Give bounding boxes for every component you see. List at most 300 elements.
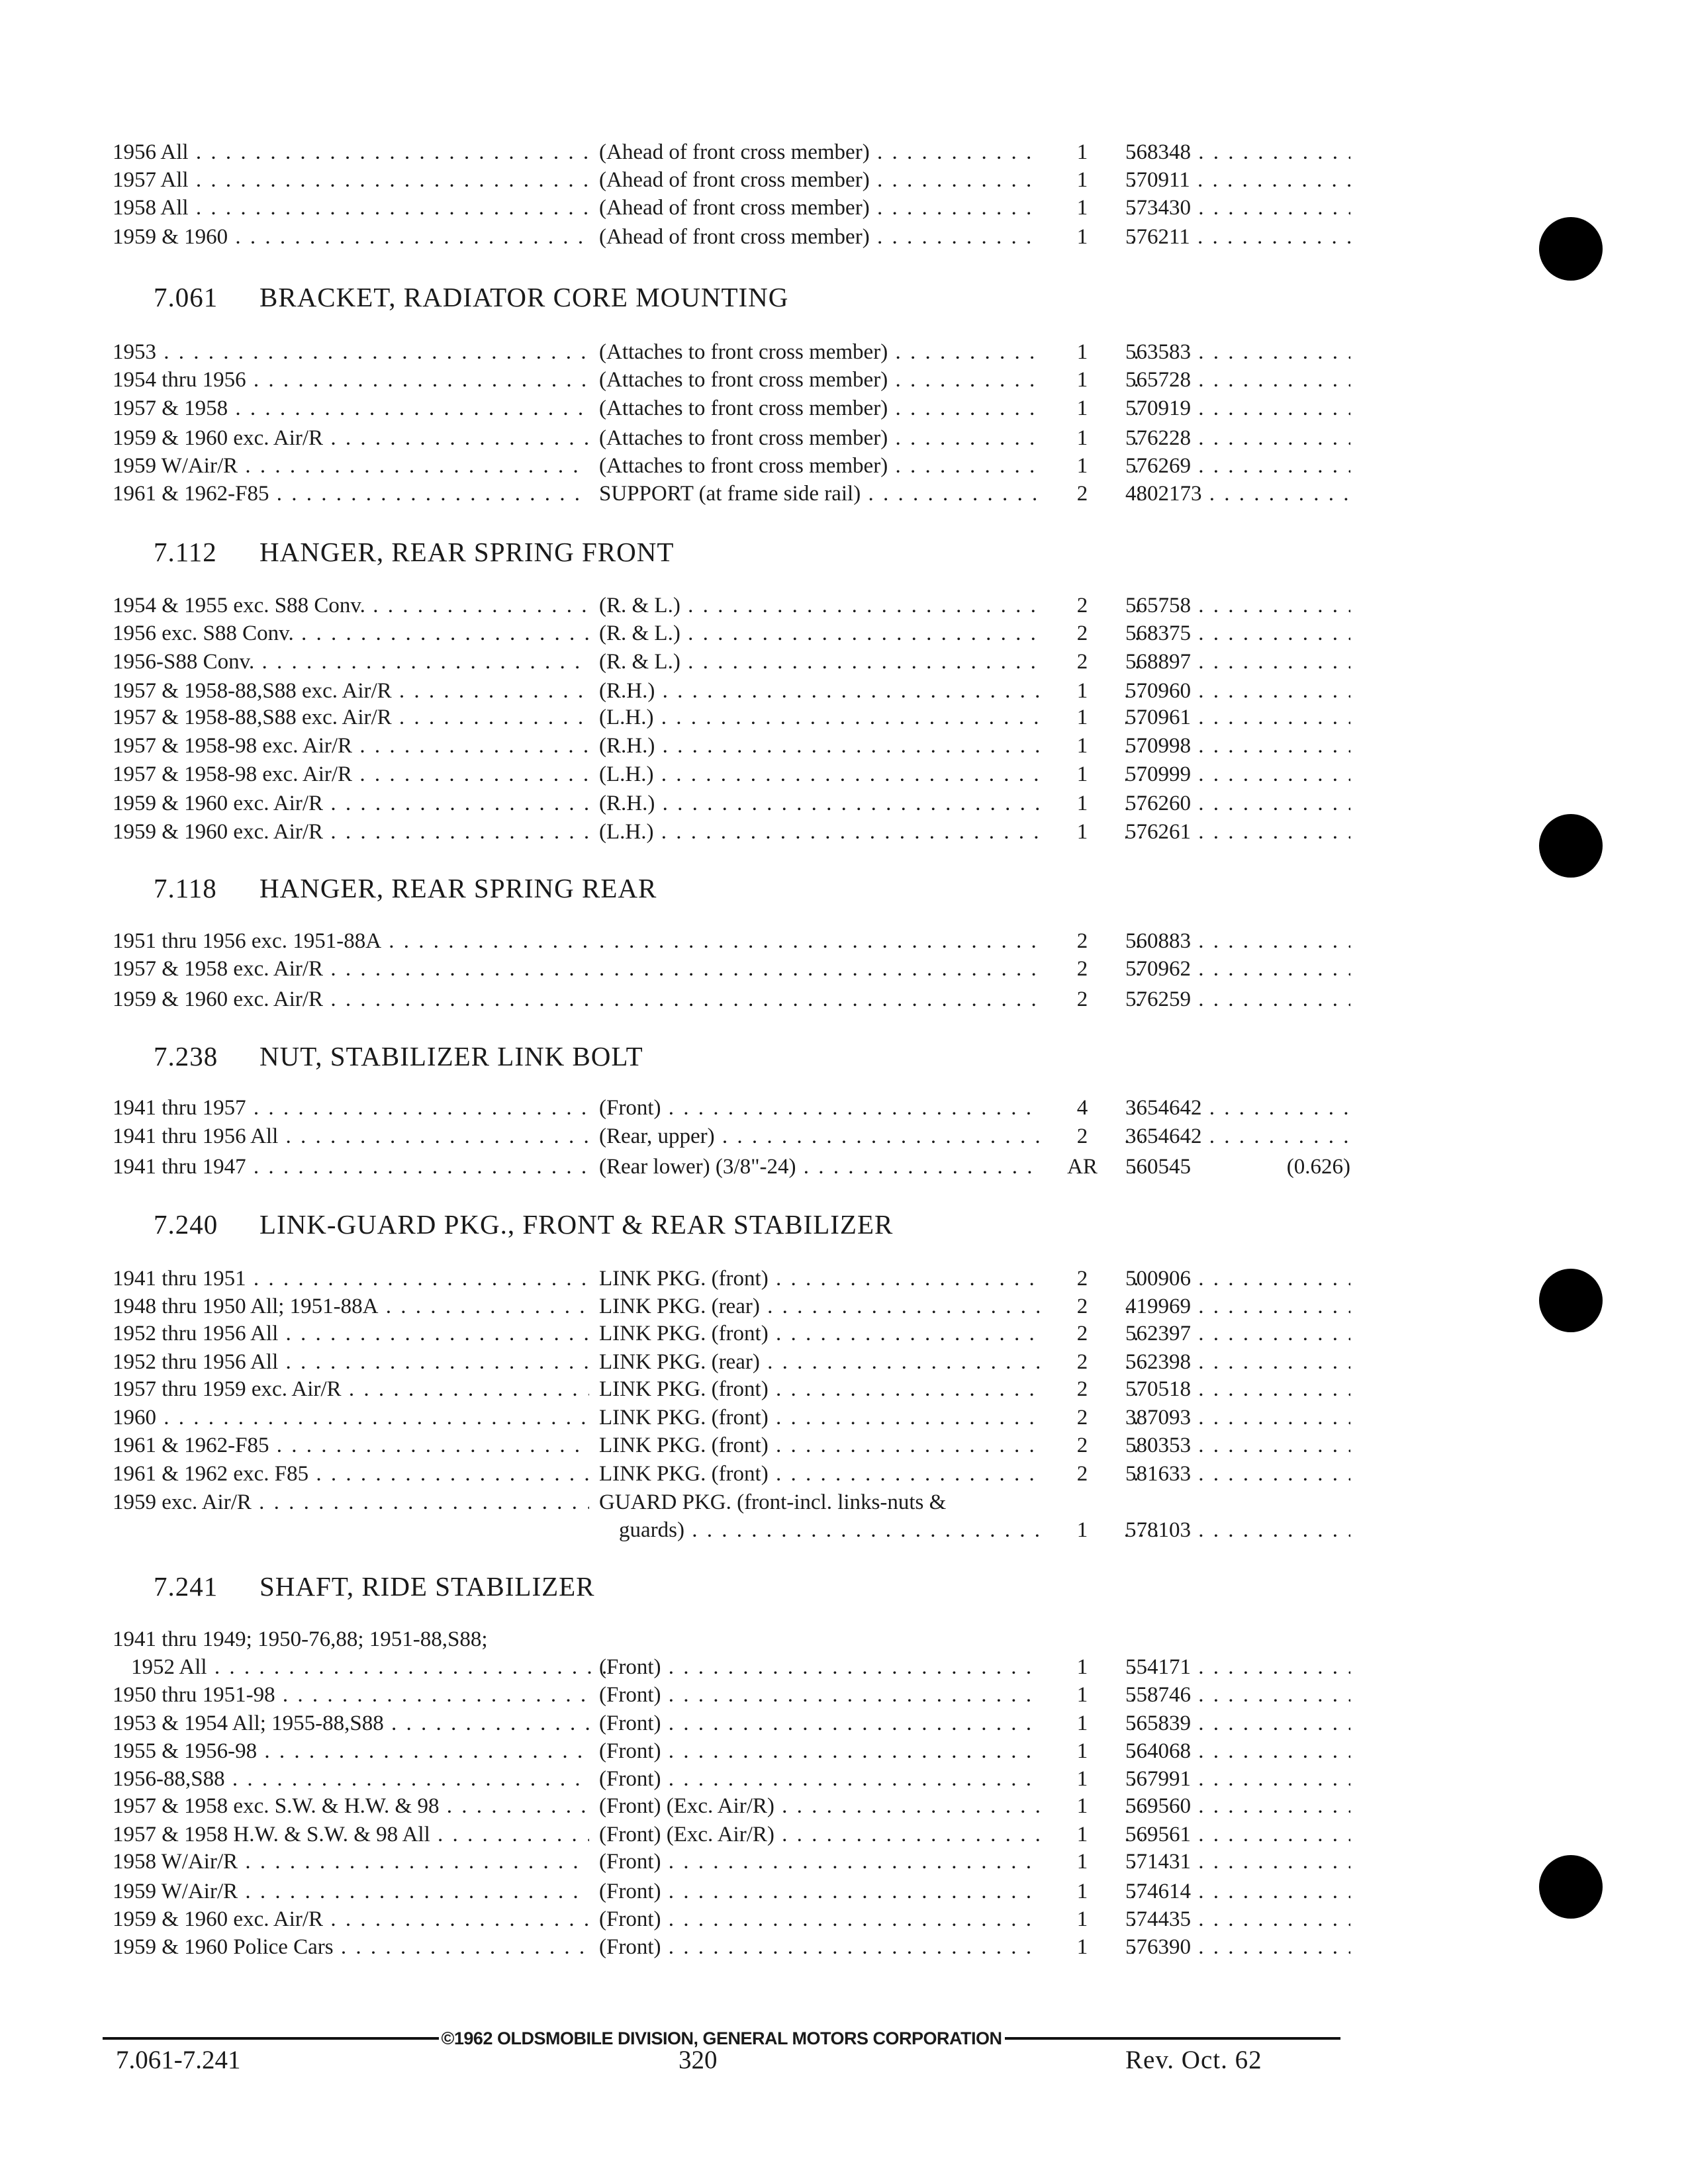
table-row	[113, 1292, 1350, 1321]
model-cell: 1960 . . .	[113, 1403, 589, 1432]
part-number: 500906	[1125, 1267, 1191, 1291]
description-cell: (Front) . . .	[599, 1709, 1142, 1738]
part-number-cell	[1125, 647, 1350, 676]
table-row	[113, 647, 1350, 676]
part-number: 562397	[1125, 1322, 1191, 1345]
description-cell: (Ahead of front cross member) . . .	[599, 222, 1142, 251]
section-title: LINK-GUARD PKG., FRONT & REAR STABILIZER	[259, 1209, 894, 1240]
model-cell: 1957 & 1958-98 exc. Air/R . . .	[113, 731, 589, 760]
revision-date: Rev. Oct. 62	[1125, 2046, 1262, 2074]
table-row	[113, 731, 1350, 760]
description-cell: (L.H.) . . .	[599, 760, 1142, 789]
quantity-cell: 2	[1039, 927, 1125, 956]
part-number: 565758	[1125, 594, 1191, 617]
model-cell: 1953 & 1954 All; 1955-88,S88 . . .	[113, 1709, 589, 1738]
part-number-cell	[1125, 1264, 1350, 1293]
part-number: 570960	[1125, 679, 1191, 703]
section-number: 7.118	[154, 873, 217, 903]
part-number: 568348	[1125, 140, 1191, 164]
part-number: 419969	[1125, 1295, 1191, 1318]
table-row	[113, 760, 1350, 789]
section-number: 7.238	[154, 1041, 218, 1071]
description-cell: (Front) . . .	[599, 1737, 1142, 1766]
section-title: HANGER, REAR SPRING REAR	[259, 873, 657, 903]
part-number: 564068	[1125, 1739, 1191, 1763]
table-row	[113, 1122, 1350, 1151]
quantity-cell: 1	[1039, 731, 1125, 760]
model-cell: 1956-88,S88 . . .	[113, 1764, 589, 1794]
part-number-cell	[1125, 731, 1350, 760]
table-row	[113, 1737, 1350, 1766]
table-row	[113, 165, 1350, 195]
model-cell: 1956-S88 Conv. . . .	[113, 647, 589, 676]
section-number: 7.240	[154, 1209, 218, 1240]
description-cell: (Front) . . .	[599, 1877, 1142, 1906]
table-row	[113, 1093, 1350, 1122]
binder-hole-mark	[1539, 1855, 1603, 1919]
section-number: 7.061	[154, 282, 218, 312]
part-number-cell	[1125, 985, 1350, 1014]
section-heading	[154, 536, 674, 568]
description-cell: LINK PKG. (front) . . .	[599, 1431, 1142, 1460]
table-row	[113, 1403, 1350, 1432]
model-cell: 1952 thru 1956 All . . .	[113, 1319, 589, 1348]
description-cell: (Front) (Exc. Air/R) . . .	[599, 1820, 1142, 1849]
part-number-cell	[1125, 1764, 1350, 1794]
description-cell: (Attaches to front cross member) . . .	[599, 424, 1142, 453]
part-number: 576211	[1125, 225, 1190, 249]
part-number: 574614	[1125, 1880, 1191, 1903]
part-number-cell	[1125, 1847, 1350, 1876]
model-cell: 1957 All . . .	[113, 165, 589, 195]
quantity-cell: 1	[1039, 1516, 1125, 1545]
table-row	[113, 591, 1350, 620]
quantity-cell: 1	[1039, 1709, 1125, 1738]
quantity-cell: 1	[1039, 165, 1125, 195]
table-row	[113, 338, 1350, 367]
part-number-cell	[1125, 1319, 1350, 1348]
description-cell: (Attaches to front cross member) . . .	[599, 365, 1142, 394]
part-number: 4802173	[1125, 482, 1202, 506]
table-row	[113, 1152, 1350, 1181]
part-number: 576259	[1125, 987, 1191, 1011]
table-row	[113, 1764, 1350, 1794]
table-row	[113, 1625, 1350, 1654]
quantity-cell: 1	[1039, 1933, 1125, 1962]
section-heading	[154, 872, 657, 904]
quantity-cell: 1	[1039, 1820, 1125, 1849]
part-number-cell	[1125, 1431, 1350, 1460]
quantity-cell: 2	[1039, 1347, 1125, 1377]
description-cell: (Front) (Exc. Air/R) . . .	[599, 1792, 1142, 1821]
table-row	[113, 985, 1350, 1014]
section-title: SHAFT, RIDE STABILIZER	[259, 1571, 595, 1602]
model-cell: 1959 & 1960 exc. Air/R . . .	[113, 1905, 589, 1934]
model-cell: 1956 exc. S88 Conv. . . .	[113, 619, 589, 648]
table-row	[113, 1516, 1350, 1545]
table-row	[113, 1653, 1350, 1682]
table-row	[113, 365, 1350, 394]
section-heading	[154, 1040, 643, 1072]
table-row	[113, 1375, 1350, 1404]
table-row	[113, 789, 1350, 818]
table-row	[113, 1488, 1350, 1517]
part-number: 570998	[1125, 734, 1191, 758]
section-heading	[154, 281, 788, 313]
table-row	[113, 222, 1350, 251]
quantity-cell: 1	[1039, 817, 1125, 846]
part-number-cell	[1125, 1403, 1350, 1432]
part-number: 570518	[1125, 1377, 1191, 1401]
part-number: 3654642	[1125, 1124, 1202, 1148]
part-number: 571431	[1125, 1850, 1191, 1874]
part-number-cell	[1125, 365, 1350, 394]
description-cell: (Ahead of front cross member) . . .	[599, 193, 1142, 222]
quantity-cell: 1	[1039, 1737, 1125, 1766]
model-cell: 1953 . . .	[113, 338, 589, 367]
quantity-cell: 1	[1039, 1680, 1125, 1709]
part-number: 581633	[1125, 1462, 1191, 1486]
description-cell: (Front) . . .	[599, 1764, 1142, 1794]
quantity-cell: 2	[1039, 1431, 1125, 1460]
part-number-cell	[1125, 619, 1350, 648]
model-cell: 1961 & 1962-F85 . . .	[113, 1431, 589, 1460]
model-cell: 1957 thru 1959 exc. Air/R . . .	[113, 1375, 589, 1404]
quantity-cell: 2	[1039, 1459, 1125, 1488]
description-cell: (Front) . . .	[599, 1653, 1142, 1682]
description-cell: SUPPORT (at frame side rail) . . .	[599, 479, 1142, 508]
quantity-cell: 2	[1039, 479, 1125, 508]
model-cell: 1959 & 1960 . . .	[113, 222, 589, 251]
model-cell: 1955 & 1956-98 . . .	[113, 1737, 589, 1766]
table-row	[113, 954, 1350, 983]
part-number-cell	[1125, 451, 1350, 480]
part-number: 568897	[1125, 650, 1191, 674]
description-cell: (L.H.) . . .	[599, 817, 1142, 846]
model-cell: 1961 & 1962 exc. F85 . . .	[113, 1459, 589, 1488]
section-heading	[154, 1208, 893, 1240]
part-number-cell	[1125, 1933, 1350, 1962]
quantity-cell: 1	[1039, 365, 1125, 394]
part-number: 560545	[1125, 1155, 1191, 1179]
table-row	[113, 1820, 1350, 1849]
table-row	[113, 1459, 1350, 1488]
page-number: 320	[679, 2046, 718, 2074]
model-cell: 1957 & 1958 exc. S.W. & H.W. & 98 . . .	[113, 1792, 589, 1821]
part-number-cell	[1125, 760, 1350, 789]
quantity-cell: 1	[1039, 760, 1125, 789]
table-row	[113, 1319, 1350, 1348]
description-cell: (Front) . . .	[599, 1847, 1142, 1876]
part-number: 558746	[1125, 1683, 1191, 1707]
table-row	[113, 927, 1350, 956]
description-cell: (Ahead of front cross member) . . .	[599, 138, 1142, 167]
part-number-cell	[1125, 1792, 1350, 1821]
description-cell: LINK PKG. (front) . . .	[599, 1264, 1142, 1293]
model-cell: 1941 thru 1949; 1950-76,88; 1951-88,S88;	[113, 1627, 488, 1651]
part-number: 576269	[1125, 454, 1191, 478]
description-cell: (R. & L.) . . .	[599, 619, 1142, 648]
footer-rule-line	[1005, 2037, 1341, 2040]
model-cell: 1959 & 1960 exc. Air/R . . .	[113, 424, 589, 453]
section-range: 7.061-7.241	[116, 2046, 241, 2074]
part-number-cell	[1125, 424, 1350, 453]
model-cell: 1950 thru 1951-98 . . .	[113, 1680, 589, 1709]
part-number-cell	[1125, 817, 1350, 846]
part-number: 567991	[1125, 1767, 1191, 1791]
section-title: HANGER, REAR SPRING FRONT	[259, 537, 675, 567]
table-row	[113, 1431, 1350, 1460]
part-number: 3654642	[1125, 1096, 1202, 1120]
model-cell: 1952 thru 1956 All . . .	[113, 1347, 589, 1377]
part-number-cell	[1125, 789, 1350, 818]
quantity-cell: 2	[1039, 985, 1125, 1014]
quantity-cell: 1	[1039, 1792, 1125, 1821]
part-number: 574435	[1125, 1907, 1191, 1931]
description-cell: (R.H.) . . .	[599, 731, 1142, 760]
part-number-cell	[1125, 394, 1350, 423]
model-cell: 1957 & 1958 . . .	[113, 394, 589, 423]
quantity-cell: 1	[1039, 193, 1125, 222]
part-number-cell	[1125, 138, 1350, 167]
description-cell: LINK PKG. (rear) . . .	[599, 1292, 1142, 1321]
part-number: 562398	[1125, 1350, 1191, 1374]
table-row	[113, 1933, 1350, 1962]
part-number-cell	[1125, 1905, 1350, 1934]
quantity-cell: 1	[1039, 789, 1125, 818]
description-cell: (R.H.) . . .	[599, 789, 1142, 818]
binder-hole-mark	[1539, 1269, 1603, 1332]
part-number: 576260	[1125, 792, 1191, 815]
table-row	[113, 1905, 1350, 1934]
table-row	[113, 817, 1350, 846]
quantity-cell: 1	[1039, 424, 1125, 453]
part-number-cell	[1125, 1093, 1350, 1122]
part-number-cell	[1125, 1122, 1350, 1151]
part-number-cell	[1125, 1347, 1350, 1377]
description-cell: (Ahead of front cross member) . . .	[599, 165, 1142, 195]
part-number-cell	[1125, 1820, 1350, 1849]
section-number: 7.112	[154, 537, 217, 567]
part-number-cell	[1125, 165, 1350, 195]
description-cell: (Attaches to front cross member) . . .	[599, 451, 1142, 480]
model-cell: 1954 & 1955 exc. S88 Conv. . . .	[113, 591, 589, 620]
part-number: 570999	[1125, 762, 1191, 786]
description-cell: (Front) . . .	[599, 1933, 1142, 1962]
model-cell: 1957 & 1958-88,S88 exc. Air/R . . .	[113, 703, 589, 732]
part-number-cell	[1125, 1680, 1350, 1709]
part-number: 576390	[1125, 1935, 1191, 1959]
model-cell: 1961 & 1962-F85 . . .	[113, 479, 589, 508]
model-cell: 1954 thru 1956 . . .	[113, 365, 589, 394]
section-title: BRACKET, RADIATOR CORE MOUNTING	[259, 282, 789, 312]
quantity-cell: 1	[1039, 1905, 1125, 1934]
description-cell: (Rear lower) (3/8"-24) . . .	[599, 1152, 1142, 1181]
quantity-cell: 2	[1039, 1122, 1125, 1151]
quantity-cell: 1	[1039, 451, 1125, 480]
model-cell: 1941 thru 1947 . . .	[113, 1152, 589, 1181]
model-cell: 1957 & 1958-98 exc. Air/R . . .	[113, 760, 589, 789]
model-cell: 1941 thru 1951 . . .	[113, 1264, 589, 1293]
table-row	[113, 138, 1350, 167]
quantity-cell: 1	[1039, 1764, 1125, 1794]
description-cell: (Rear, upper) . . .	[599, 1122, 1142, 1151]
model-cell: 1952 All . . .	[113, 1653, 608, 1682]
quantity-cell: 1	[1039, 1877, 1125, 1906]
model-cell: 1958 All . . .	[113, 193, 589, 222]
part-number: 576261	[1125, 820, 1191, 844]
table-row	[113, 424, 1350, 453]
part-number: 570961	[1125, 705, 1191, 729]
quantity-cell: 2	[1039, 1264, 1125, 1293]
description-cell: (L.H.) . . .	[599, 703, 1142, 732]
footer-rule-line	[103, 2037, 439, 2040]
description-cell: LINK PKG. (front) . . .	[599, 1459, 1142, 1488]
part-number-cell	[1125, 1152, 1350, 1181]
part-number-cell	[1125, 193, 1350, 222]
quantity-cell: 4	[1039, 1093, 1125, 1122]
description-cell: GUARD PKG. (front-incl. links-nuts &	[599, 1490, 947, 1514]
model-cell: 1959 exc. Air/R . . .	[113, 1488, 589, 1517]
model-cell: 1958 W/Air/R . . .	[113, 1847, 589, 1876]
quantity-cell: 1	[1039, 1847, 1125, 1876]
part-number: 570911	[1125, 168, 1190, 192]
quantity-cell: 1	[1039, 338, 1125, 367]
table-row	[113, 1877, 1350, 1906]
quantity-cell: 1	[1039, 138, 1125, 167]
description-cell: (R.H.) . . .	[599, 676, 1142, 705]
model-cell: 1959 & 1960 exc. Air/R . . .	[113, 817, 589, 846]
model-cell: 1959 W/Air/R . . .	[113, 451, 589, 480]
description-cell: (Attaches to front cross member) . . .	[599, 338, 1142, 367]
part-number: 570919	[1125, 396, 1191, 420]
part-number-cell	[1125, 1709, 1350, 1738]
part-number: 578103	[1125, 1518, 1191, 1542]
quantity-cell: 2	[1039, 1375, 1125, 1404]
description-cell: LINK PKG. (front) . . .	[599, 1319, 1142, 1348]
part-number-cell	[1125, 703, 1350, 732]
part-number: 573430	[1125, 196, 1191, 220]
description-cell: (Front) . . .	[599, 1905, 1142, 1934]
model-cell: 1951 thru 1956 exc. 1951-88A . . .	[113, 927, 589, 956]
quantity-cell: 2	[1039, 1403, 1125, 1432]
part-number: 565839	[1125, 1711, 1191, 1735]
model-cell: 1959 & 1960 exc. Air/R . . .	[113, 789, 589, 818]
part-number-cell	[1125, 954, 1350, 983]
quantity-cell: 1	[1039, 222, 1125, 251]
model-cell: 1957 & 1958 H.W. & S.W. & 98 All . . .	[113, 1820, 589, 1849]
part-number: 569561	[1125, 1823, 1191, 1846]
part-number-cell	[1125, 676, 1350, 705]
model-cell: 1941 thru 1956 All . . .	[113, 1122, 589, 1151]
model-cell: 1941 thru 1957 . . .	[113, 1093, 589, 1122]
part-number: 568375	[1125, 621, 1191, 645]
part-number-cell	[1125, 479, 1350, 508]
part-number-cell	[1125, 1516, 1350, 1545]
quantity-cell: 2	[1039, 954, 1125, 983]
table-row	[113, 1347, 1350, 1377]
section-number: 7.241	[154, 1571, 218, 1602]
part-number-cell	[1125, 1375, 1350, 1404]
part-number: 560883	[1125, 929, 1191, 953]
model-cell: 1957 & 1958 exc. Air/R . . .	[113, 954, 589, 983]
part-number: 554171	[1125, 1655, 1191, 1679]
part-number: 580353	[1125, 1433, 1191, 1457]
quantity-cell: 1	[1039, 1653, 1125, 1682]
quantity-cell: 2	[1039, 1292, 1125, 1321]
part-number: 569560	[1125, 1794, 1191, 1818]
copyright-notice: ©1962 OLDSMOBILE DIVISION, GENERAL MOTORS CORPORATION	[441, 2028, 1002, 2048]
quantity-cell: 1	[1039, 676, 1125, 705]
description-cell: (R. & L.) . . .	[599, 647, 1142, 676]
quantity-cell: 1	[1039, 394, 1125, 423]
part-number-cell	[1125, 1877, 1350, 1906]
table-row	[113, 1709, 1350, 1738]
quantity-cell: 2	[1039, 619, 1125, 648]
description-cell: (Front) . . .	[599, 1093, 1142, 1122]
part-number-cell	[1125, 927, 1350, 956]
price: (0.626)	[1280, 1152, 1350, 1181]
section-title: NUT, STABILIZER LINK BOLT	[259, 1041, 643, 1071]
section-heading	[154, 1570, 595, 1602]
quantity-cell: 2	[1039, 1319, 1125, 1348]
part-number-cell	[1125, 222, 1350, 251]
model-cell: 1959 & 1960 exc. Air/R . . .	[113, 985, 589, 1014]
part-number-cell	[1125, 1737, 1350, 1766]
model-cell: 1956 All . . .	[113, 138, 589, 167]
table-row	[113, 676, 1350, 705]
model-cell: 1948 thru 1950 All; 1951-88A . . .	[113, 1292, 589, 1321]
table-row	[113, 1680, 1350, 1709]
model-cell: 1957 & 1958-88,S88 exc. Air/R . . .	[113, 676, 589, 705]
table-row	[113, 451, 1350, 480]
part-number: 576228	[1125, 426, 1191, 450]
part-number-cell	[1125, 338, 1350, 367]
table-row	[113, 1792, 1350, 1821]
quantity-cell: 2	[1039, 647, 1125, 676]
description-cell: LINK PKG. (front) . . .	[599, 1375, 1142, 1404]
description-cell: guards) . . .	[599, 1516, 1162, 1545]
table-row	[113, 1264, 1350, 1293]
model-cell: 1959 W/Air/R . . .	[113, 1877, 589, 1906]
quantity-cell: 1	[1039, 703, 1125, 732]
part-number: 387093	[1125, 1406, 1191, 1430]
part-number-cell	[1125, 1653, 1350, 1682]
description-cell: (R. & L.) . . .	[599, 591, 1142, 620]
table-row	[113, 1847, 1350, 1876]
part-number: 565728	[1125, 368, 1191, 392]
quantity-cell: AR	[1039, 1152, 1125, 1181]
part-number: 563583	[1125, 340, 1191, 364]
description-cell: (Front) . . .	[599, 1680, 1142, 1709]
quantity-cell: 2	[1039, 591, 1125, 620]
part-number: 570962	[1125, 957, 1191, 981]
binder-hole-mark	[1539, 217, 1603, 281]
table-row	[113, 394, 1350, 423]
description-cell: (Attaches to front cross member) . . .	[599, 394, 1142, 423]
part-number-cell	[1125, 1459, 1350, 1488]
binder-hole-mark	[1539, 814, 1603, 878]
table-row	[113, 703, 1350, 732]
table-row	[113, 619, 1350, 648]
table-row	[113, 479, 1350, 508]
model-cell: 1959 & 1960 Police Cars . . .	[113, 1933, 589, 1962]
description-cell: LINK PKG. (rear) . . .	[599, 1347, 1142, 1377]
description-cell: LINK PKG. (front) . . .	[599, 1403, 1142, 1432]
table-row	[113, 193, 1350, 222]
part-number-cell	[1125, 1292, 1350, 1321]
part-number-cell	[1125, 591, 1350, 620]
